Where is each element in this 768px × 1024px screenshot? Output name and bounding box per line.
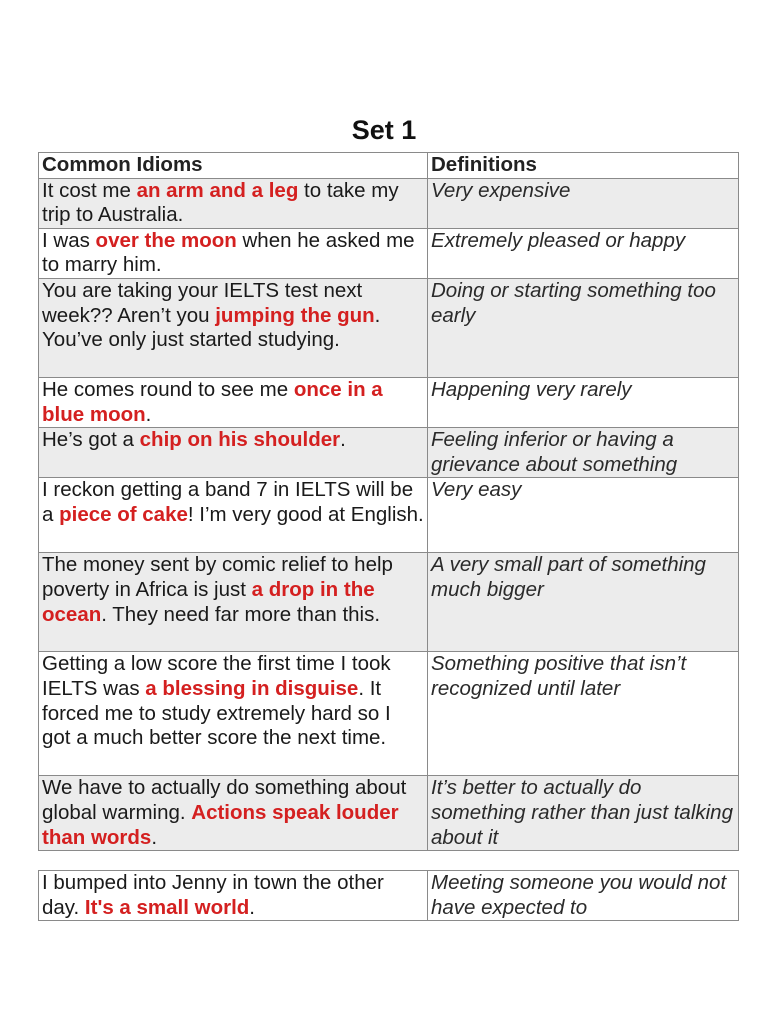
sentence-text: Getting a low score the first time I took IELTS was	[42, 652, 391, 700]
sentence-text: . It forced me to study extremely hard so I got a much better score the next time.	[42, 676, 391, 750]
idiom-highlight: jumping the gun	[215, 303, 375, 327]
definition: Happening very rarely	[428, 377, 739, 427]
sentence-text: It cost me	[42, 178, 137, 202]
table-row	[39, 776, 739, 851]
definition: A very small part of something much bigger	[428, 553, 739, 652]
sentence-text: to take my trip to Australia.	[42, 178, 399, 227]
sentence-text: I reckon getting a band 7 in IELTS will be a	[42, 478, 414, 526]
idiom-highlight: a drop in the ocean	[42, 577, 375, 626]
sentence-text: I bumped into Jenny in town the other day.	[42, 871, 384, 919]
idiom-highlight: chip on his shoulder	[139, 428, 341, 452]
table-row	[39, 178, 739, 228]
table-row	[39, 652, 739, 776]
definition: Extremely pleased or happy	[428, 228, 739, 278]
table-row	[39, 428, 739, 478]
example-sentence	[39, 377, 428, 427]
sentence-text: The money sent by comic relief to help poverty in Africa is just	[42, 553, 393, 601]
column-header-definitions: Definitions	[428, 153, 739, 179]
sentence-text: . You’ve only just started studying.	[42, 303, 381, 352]
definition: Very easy	[428, 478, 739, 553]
idiom-highlight: once in a blue moon	[42, 377, 383, 426]
sentence-text: I was	[42, 228, 96, 252]
definition: Feeling inferior or having a grievance about something	[428, 428, 739, 478]
sentence-text: .	[249, 895, 255, 919]
example-sentence	[39, 478, 428, 553]
sentence-text: .	[151, 825, 158, 849]
column-header-idioms: Common Idioms	[39, 153, 428, 179]
table-row	[39, 553, 739, 652]
table-row	[39, 478, 739, 553]
sentence-text: . They need far more than this.	[101, 602, 381, 626]
table-row	[39, 228, 739, 278]
sentence-text: when he asked me to marry him.	[42, 228, 415, 277]
definition: Doing or starting something too early	[428, 278, 739, 377]
example-sentence	[39, 652, 428, 776]
sentence-text: He’s got a	[42, 428, 140, 452]
sentence-text: .	[145, 402, 152, 426]
table-row	[39, 377, 739, 427]
page-title: Set 1	[351, 115, 417, 145]
sentence-text: ! I’m very good at English.	[187, 502, 424, 526]
example-sentence	[39, 178, 428, 228]
sentence-text: .	[340, 428, 346, 452]
idiom-highlight: a blessing in disguise	[145, 676, 359, 700]
sentence-text: He comes round to see me	[42, 377, 294, 401]
example-sentence	[39, 228, 428, 278]
example-sentence	[39, 776, 428, 851]
example-sentence	[39, 428, 428, 478]
example-sentence	[39, 553, 428, 652]
idiom-highlight: It's a small world	[84, 895, 250, 919]
definition: Very expensive	[428, 178, 739, 228]
table-row	[39, 871, 739, 921]
definition: It’s better to actually do something rather than just talking about it	[428, 776, 739, 851]
idioms-table	[38, 152, 739, 851]
idiom-highlight: Actions speak louder than words	[42, 800, 399, 849]
header-row	[39, 153, 739, 179]
idiom-highlight: an arm and a leg	[136, 178, 299, 202]
definition: Meeting someone you would not have expected to	[428, 871, 739, 921]
example-sentence	[39, 278, 428, 377]
definition: Something positive that isn’t recognized until later	[428, 652, 739, 776]
table-row	[39, 278, 739, 377]
sentence-text: You are taking your IELTS test next week?? Aren’t you	[42, 278, 363, 327]
idiom-highlight: piece of cake	[59, 502, 188, 526]
idioms-table-extra	[38, 870, 739, 921]
idiom-highlight: over the moon	[95, 228, 237, 252]
sentence-text: We have to actually do something about global warming.	[42, 776, 407, 824]
example-sentence	[39, 871, 428, 921]
